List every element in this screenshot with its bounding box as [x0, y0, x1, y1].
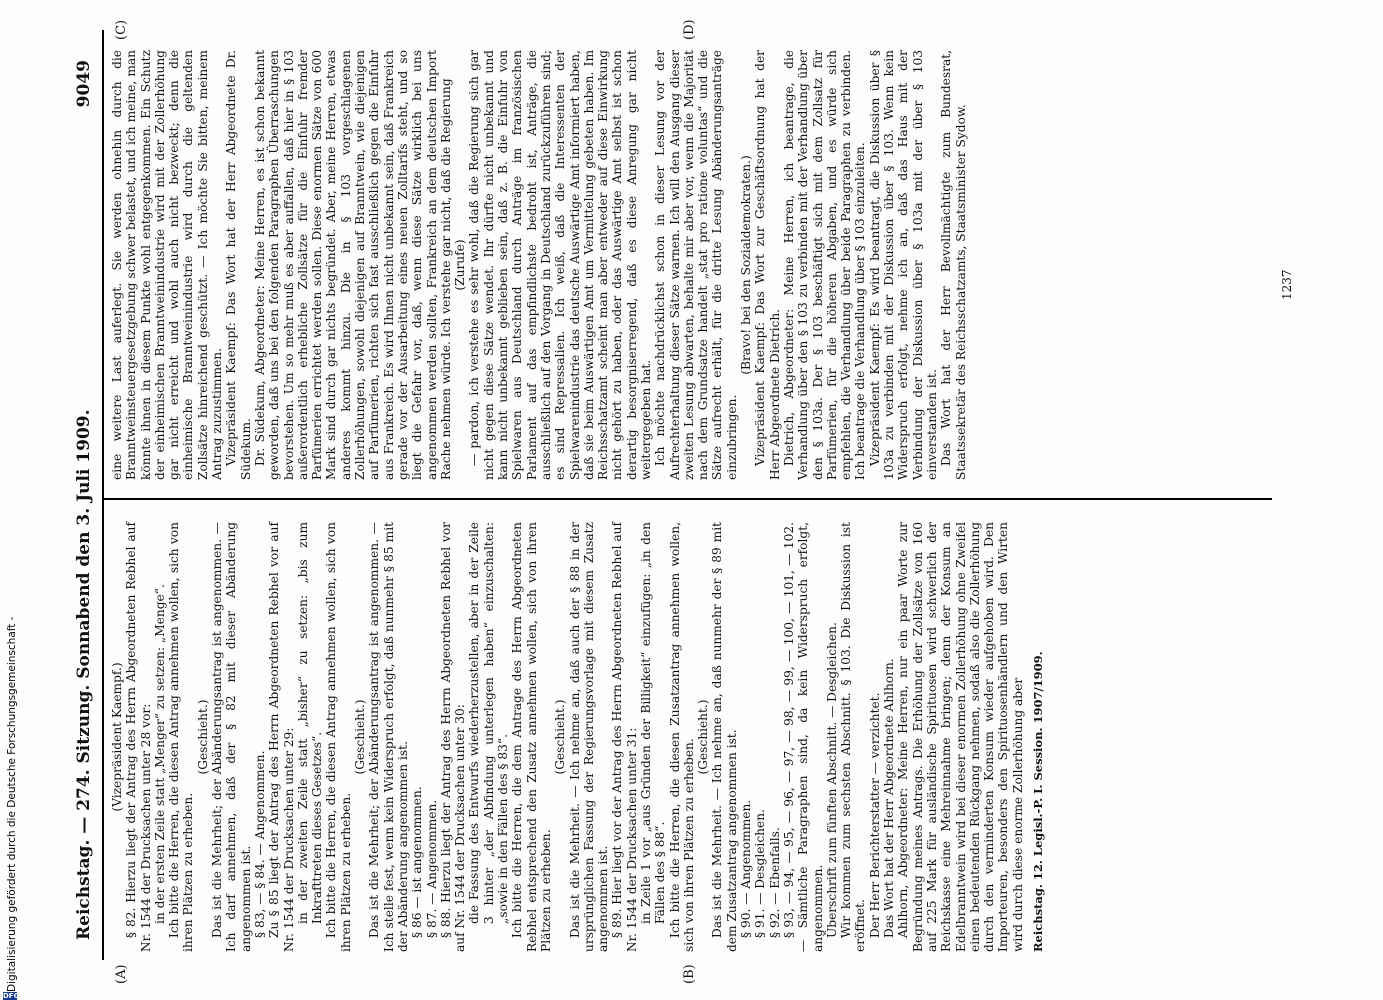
- paragraph: in der zweiten Zeile statt „bisher“ zu setzen: „bis zum Inkrafttreten dieses Gesetzes“.: [295, 522, 325, 924]
- paragraph: (Geschieht.): [553, 699, 568, 775]
- column-divider: [104, 498, 1272, 500]
- margin-marker-b: (B): [682, 964, 697, 984]
- paragraph: § 82. Hierzu liegt der Antrag des Herrn Abgeordneten Rebhel auf Nr. 1544 der Drucksachen unter 28 vor:: [124, 522, 153, 952]
- paragraph: Der Herr Berichterstatter — verzichtet.: [867, 692, 882, 938]
- paragraph: Ahlhorn, Abgeordneter: Meine Herren, nur ein paar Worte zur Begründung meines Antrags. Die Erhöhung der Zollsätze von 160 auf 225 Mark für ausländische Spirituosen wird schwerlich der Reichskasse eine Mehreinnahme bringen; denn der Konsum an Edelbranntwein wird bei dieser enormen Zollerhöhung ohne Zweifel einen bedeutenden Rückgang nehmen, sodaß also die Zollerhöhung durch den verminderten Konsum wieder aufgehoben wird. Den Importeuren, besonders den Spirituosenhändlern und den Wirten wird durch diese enorme Zollerhöhung aber: [896, 522, 1025, 952]
- paragraph: Das ist die Mehrheit. — Ich nehme an, daß nunmehr der § 89 mit dem Zusatzantrag angenommen ist.: [710, 522, 739, 952]
- paragraph: Ich bitte die Herren, die diesen Antrag annehmen wollen, sich von ihren Plätzen zu erheben.: [167, 522, 196, 952]
- paragraph: Das Wort hat der Herr Abgeordnete Ahlhorn.: [882, 658, 897, 938]
- paragraph: § 87. — Angenommen.: [424, 799, 439, 938]
- paragraph: — pardon, ich verstehe es sehr wohl, daß die Regierung sich gar nicht gegen diese Sätze wendet. Ihr dürfte nicht unbekannt und kann nicht unbekannt geblieben sein, daß z. B. die Einfuhr von Spielwaren aus Deutschland durch Anträge im französischen Parlament auf das empfindlichste bedroht ist, Anträge, die ausschließlich auf den Vorgang in Deutschland zurückzuführen sind; es sind Repressalien. Ich weiß, daß die Interessenten der Spielwarenindustrie das deutsche Auswärtige Amt informiert haben, daß sie beim Auswärtigen Amt um Vermittelung gebeten haben. Im Reichsschatzamt scheint man aber entweder auf diese Einwirkung nicht gehört zu haben, oder das Auswärtige Amt selbst ist schon derartig besorgniserregend, daß es diese Anregung gar nicht weitergegeben hat.: [467, 50, 653, 480]
- header-left: Reichstag. — 274. Sitzung. Sonnabend den 3. Juli 1909.: [74, 409, 94, 940]
- paragraph: Ich möchte nachdrücklichst schon in dieser Lesung vor der Aufrechterhaltung dieser Sätze warnen. Ich will den Ausgang dieser zweiten Lesung abwarten, behalte mir aber vor, wenn die Majorität nach dem Grundsatze handelt „stat pro ratione voluntas“ und die Sätze aufrecht erhält, für die dritte Lesung Abänderungsanträge einzubringen.: [653, 50, 739, 480]
- header-rule: [102, 30, 104, 960]
- paragraph: Wir kommen zum sechsten Abschnitt. § 103. Die Diskussion ist eröffnet.: [839, 522, 868, 952]
- left-column: [110, 522, 1045, 952]
- paragraph: Das ist die Mehrheit. — Ich nehme an, daß auch der § 88 in der ursprünglichen Fassung der Regierungsvorlage mit diesem Zusatz angenommen ist.: [567, 522, 611, 952]
- paragraph: Das ist die Mehrheit; der Abänderungsantrag ist angenommen. — Ich stelle fest, wenn kein Widerspruch erfolgt, daß nunmehr § 85 mit der Abänderung angenommen ist.: [367, 522, 410, 952]
- paragraph: (Geschieht.): [353, 699, 368, 775]
- right-column: [110, 50, 968, 480]
- digitization-credit: Digitalisierung gefördert durch die Deutsche Forschungsgemeinschaft -: [6, 616, 18, 992]
- paragraph: Überschrift zum fünften Abschnitt. — Desgleichen.: [824, 622, 839, 938]
- margin-marker-c: (C): [114, 19, 129, 40]
- paragraph: (Bravo! bei den Sozialdemokraten.): [739, 155, 754, 375]
- paragraph: in Zeile 1 vor „aus Gründen der Billigkeit“ einzufügen: „in den Fällen des § 88“.: [638, 522, 668, 924]
- paragraph: Dietrich, Abgeordneter: Meine Herren, ich beantrage, die Verhandlung über den § 103 zu verbinden mit der Verhandlung über den § 103a. Der § 103 beschäftigt sich mit dem Zollsatz für Parfümerien, für die höheren Abgaben, und es würde sich empfehlen, die Verhandlung über beide Paragraphen zu verbinden. Ich beantrage die Verhandlung über § 103 einzuleiten.: [781, 50, 868, 480]
- paragraph: § 91. — Desgleichen.: [753, 809, 768, 938]
- paragraph: Ich bitte die Herren, die diesen Antrag annehmen wollen, sich von ihren Plätzen zu erheben.: [324, 522, 353, 952]
- page-footer: Reichstag. 12. Legisl.-P. I. Session. 1907/1909.: [1031, 651, 1045, 952]
- dfg-logo-text: DFG: [3, 992, 20, 1000]
- paragraph: Vizepräsident Kaempf: Das Wort zur Geschäftsordnung hat der Herr Abgeordnete Dietrich.: [753, 50, 782, 480]
- paragraph: § 89. Hier liegt vor der Antrag des Herrn Abgeordneten Rebhel auf Nr. 1544 der Drucksachen unter 31:: [610, 522, 639, 952]
- rotated-document-page: [62, 0, 1322, 1000]
- paragraph: Ich bitte die Herren, die diesen Zusatzantrag annehmen wollen, sich von ihren Plätzen zu erheben.: [667, 522, 696, 952]
- paragraph: § 83, — § 84. — Angenommen.: [252, 750, 267, 938]
- paragraph: § 92. — Ebenfalls.: [767, 827, 782, 938]
- paragraph: § 90. — Angenommen.: [739, 799, 754, 938]
- paragraph: Das ist die Mehrheit; der Abänderungsantrag ist angenommen. — Ich darf annehmen, daß der § 82 mit dieser Abänderung angenommen ist.: [210, 522, 253, 952]
- margin-marker-d: (D): [682, 19, 697, 40]
- paragraph: eine weitere Last auferlegt. Sie werden ohnehin durch die Branntweinsteuergesetzgebung schwer belastet, und ich meine, man könnte ihnen in diesem Punkte wohl entgegenkommen. Ein Schutz der einheimischen Branntweinindustrie wird mit der Zollerhöhung gar nicht erreicht und wohl auch nicht bezweckt; denn die einheimische Branntweinindustrie wird durch die geltenden Zollsätze hinreichend geschützt. — Ich möchte Sie bitten, meinem Antrag zuzustimmen.: [110, 50, 225, 480]
- paragraph: § 88. Hierzu liegt der Antrag des Herrn Abgeordneten Rebhel vor auf Nr. 1544 der Drucksachen unter 30:: [438, 522, 468, 952]
- bottom-page-number: 1237: [1280, 269, 1294, 300]
- paragraph: in der ersten Zeile statt „Menger“ zu setzen: „Menge“.: [152, 584, 167, 924]
- paragraph: § 93, — 94, — 95, — 96, — 97, — 98, — 99, — 100, — 101, — 102. — Sämtliche Paragraphen sind, da kein Widerspruch erfolgt, angenommen.: [781, 522, 825, 952]
- paragraph: Vizepräsident Kaempf: Das Wort hat der Herr Abgeordnete Dr. Südekum.: [224, 50, 253, 480]
- paragraph: (Geschieht.): [696, 699, 711, 775]
- paragraph: (Vizepräsident Kaempf.): [110, 662, 124, 812]
- paragraph: Das Wort hat der Herr Bevollmächtigte zum Bundesrat, Staatssekretär des Reichsschatzamts, Staatsminister Sydow.: [939, 50, 968, 480]
- paragraph: Vizepräsident Kaempf: Es wird beantragt, die Diskussion über § 103a zu verbinden mit der Diskussion über § 103. Wenn kein Widerspruch erfolgt, nehme ich an, daß das Haus mit der Verbindung der Diskussion über § 103a mit der über § 103 einverstanden ist.: [867, 50, 939, 480]
- paragraph: Dr. Südekum, Abgeordneter: Meine Herren, es ist schon bekannt geworden, daß uns bei den folgenden Paragraphen Überraschungen bevorstehen. Um so mehr muß es aber auffallen, daß hier in § 103 außerordentlich erhebliche Zollsätze für die Einfuhr fremder Parfümerien errichtet werden sollen. Diese enormen Sätze von 600 Mark sind durch gar nichts begründet. Aber, meine Herren, etwas anderes kommt hinzu. Die in § 103 vorgeschlagenen Zollerhöhungen, sowohl diejenigen auf Branntwein, wie diejenigen auf Parfümerien, richten sich fast ausschließlich gegen die Einfuhr aus Frankreich. Es wird Ihnen nicht unbekannt sein, daß Frankreich gerade vor der Ausarbeitung eines neuen Zolltarifs steht, und so liegt die Gefahr vor, daß, wenn diese Sätze wirklich bei uns angenommen werden sollten, Frankreich an dem deutschen Import Rache nehmen würde. Ich verstehe gar nicht, daß die Regierung: [252, 50, 453, 480]
- dfg-logo: [3, 992, 20, 1000]
- paragraph: Zu § 85 liegt der Antrag des Herrn Abgeordneten Rebhel vor auf Nr. 1544 der Drucksachen unter 29:: [267, 522, 296, 952]
- page-header: [74, 60, 100, 940]
- paragraph: § 86 — ist angenommen.: [410, 786, 425, 938]
- header-page-number: 9049: [74, 60, 94, 108]
- paragraph: die Fassung des Entwurfs wiederherzustellen, aber in der Zeile 3 hinter „der Abfindung unterlegen haben“ einzuschalten: „sowie in den Fällen des § 83“.: [467, 522, 511, 924]
- paragraph: (Geschieht.): [195, 699, 210, 775]
- paragraph: (Zurufe): [453, 239, 468, 291]
- margin-marker-a: (A): [114, 964, 129, 984]
- paragraph: Ich bitte die Herren, die dem Antrage des Herrn Abgeordneten Rebhel entsprechend den Zusatz annehmen wollen, sich von ihren Plätzen zu erheben.: [510, 522, 553, 952]
